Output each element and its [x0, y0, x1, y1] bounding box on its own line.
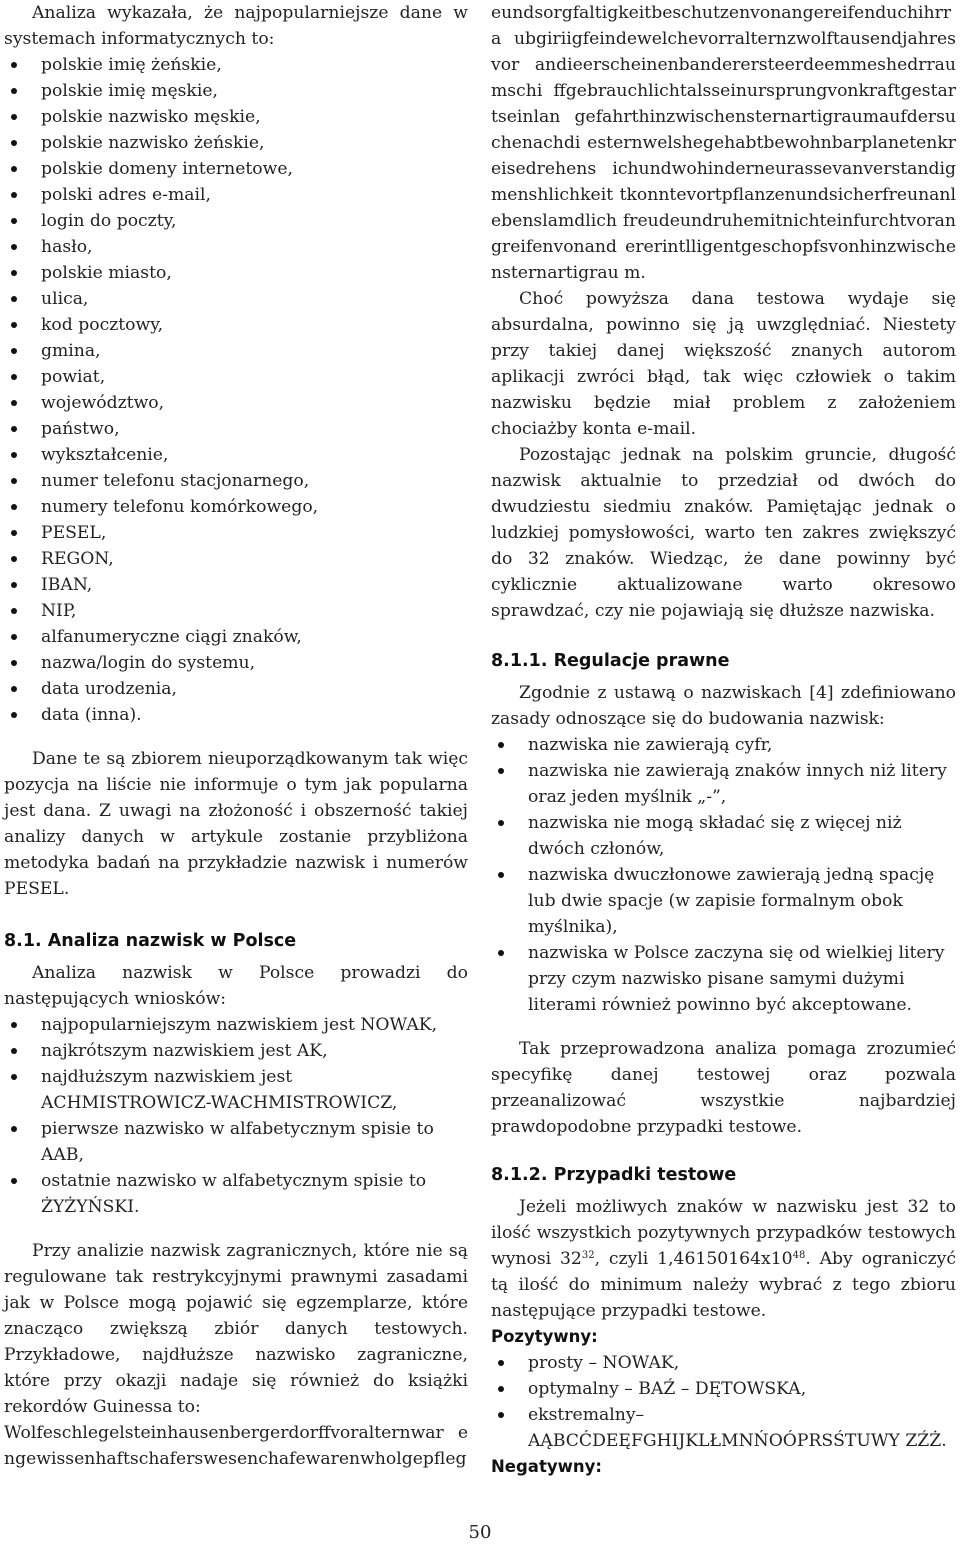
list-item: ostatnie nazwisko w alfabetycznym spisie to ŻYŻYŃSKI.: [41, 1168, 468, 1220]
absurd-paragraph: Choć powyższa dana testowa wydaje się absurdalna, powinno się ją uwzględniać. Niestety przy takiej danej większość znanych autorom aplikacji zwróci błąd, tak więc człowiek o takim nazwisku będzie miał problem z założeniem chociażby konta e-mail.: [491, 289, 956, 439]
list-item: prosty – NOWAK,: [528, 1350, 956, 1376]
list-item: polskie miasto,: [41, 260, 468, 286]
list-item: polskie nazwisko męskie,: [41, 104, 468, 130]
list-item: nazwiska nie zawierają znaków innych niż litery oraz jeden myślnik „-”,: [528, 758, 956, 810]
intro-paragraph: Analiza wykazała, że najpopularniejsze dane w systemach informatycznych to:: [4, 3, 468, 49]
list-item: data urodzenia,: [41, 676, 468, 702]
rules-list: [491, 732, 956, 1018]
length-paragraph: Pozostając jednak na polskim gruncie, długość nazwisk aktualnie to przedział od dwóch do dwudziestu siedmiu znaków. Pamiętając jednak o ludzkiej pomysłowości, warto ten zakres zwiększyć do 32 znaków. Wiedząc, że dane powinny być cyklicznie aktualizowane warto okresowo sprawdzać, czy nie pojawiają się dłuższe nazwiska.: [491, 445, 956, 621]
list-item: najkrótszym nazwiskiem jest AK,: [41, 1038, 468, 1064]
list-item: gmina,: [41, 338, 468, 364]
list-item: PESEL,: [41, 520, 468, 546]
cases-superscript-2: 48: [792, 1250, 806, 1261]
list-item: REGON,: [41, 546, 468, 572]
list-item: polski adres e-mail,: [41, 182, 468, 208]
regulations-heading: 8.1.1. Regulacje prawne: [491, 651, 730, 671]
list-item: numer telefonu stacjonarnego,: [41, 468, 468, 494]
list-item: powiat,: [41, 364, 468, 390]
long-name-part1: Wolfeschlegelsteinhausenbergerdorffvoralternwar engewissenhaftschaferswesenchafewarenwholgepfleg: [4, 1423, 468, 1469]
long-name-part2: eundsorgfaltigkeitbeschutzenvonangereifenduchihrra ubgiriigfeindewelchevorralternzwolftausendjahresvor andieerscheinenbanderersteerdeemmeshedrraumschi ffgebrauchlichtalsseinursprungvonkraftgestartseinlan gefahrthinzwischensternartigraumaufdersuchenachdi esternwelshegehabtbewohnbarplanetenkreisedrehens ichundwohinderneurassevanverstandigmenshlichkeit tkonntevortpflanzenundsicherfreunanlebenslamdlich freudeundruhemitnichteinfurchtvorangreifenvonand ererintlligentgeschopfsvonhinzwischensternartigrau m.: [491, 3, 956, 283]
list-item: województwo,: [41, 390, 468, 416]
list-item: NIP,: [41, 598, 468, 624]
positive-cases-list: [491, 1350, 956, 1454]
cases-text-pre: Jeżeli możliwych znaków w nazwisku jest 32 to ilość wszystkich pozytywnych przypadków testowych wynosi 32: [491, 1197, 956, 1269]
list-item: najdłuższym nazwiskiem jest ACHMISTROWICZ-WACHMISTROWICZ,: [41, 1064, 468, 1116]
list-item: polskie imię męskie,: [41, 78, 468, 104]
negative-label: Negatywny:: [491, 1457, 602, 1476]
list-item: kod pocztowy,: [41, 312, 468, 338]
list-item: nazwiska nie zawierają cyfr,: [528, 732, 956, 758]
positive-label: Pozytywny:: [491, 1327, 598, 1346]
list-item: IBAN,: [41, 572, 468, 598]
cases-superscript-1: 32: [581, 1250, 595, 1261]
foreign-names-paragraph: Przy analizie nazwisk zagranicznych, które nie są regulowane tak restrykcyjnymi prawnymi zasadami jak w Polsce mogą pojawić się egzemplarze, które znacząco zwiększą zbiór danych testowych. Przykładowe, najdłuższe nazwisko zagraniczne, które przy okazji nadaje się również do książki rekordów Guinessa to:: [4, 1241, 468, 1417]
right-column: [491, 0, 956, 1480]
list-item: data (inna).: [41, 702, 468, 728]
list-item: ekstremalny– AĄBCĆDEĘFGHIJKLŁMNŃOÓPRSŚTUWY ZŹŻ.: [528, 1402, 956, 1454]
analysis-paragraph: Tak przeprowadzona analiza pomaga zrozumieć specyfikę danej testowej oraz pozwala przeanalizować wszystkie najbardziej prawdopodobne przypadki testowe.: [491, 1039, 956, 1137]
list-item: nazwiska dwuczłonowe zawierają jedną spację lub dwie spacje (w zapisie formalnym obok myślnika),: [528, 862, 956, 940]
list-item: polskie nazwisko żeńskie,: [41, 130, 468, 156]
test-cases-paragraph: [491, 1194, 956, 1324]
test-cases-heading: 8.1.2. Przypadki testowe: [491, 1165, 737, 1185]
findings-list: [4, 1012, 468, 1220]
list-item: wykształcenie,: [41, 442, 468, 468]
list-item: hasło,: [41, 234, 468, 260]
regulations-intro: Zgodnie z ustawą o nazwiskach [4] zdefiniowano zasady odnoszące się do budowania nazwisk:: [491, 683, 956, 729]
section-intro: Analiza nazwisk w Polsce prowadzi do następujących wniosków:: [4, 963, 468, 1009]
list-item: polskie imię żeńskie,: [41, 52, 468, 78]
list-item: państwo,: [41, 416, 468, 442]
cases-text-post: . Aby ograniczyć tą ilość do minimum należy wybrać z tego zbioru następujące przypadki testowe.: [491, 1249, 956, 1321]
list-item: pierwsze nazwisko w alfabetycznym spisie to AAB,: [41, 1116, 468, 1168]
list-item: nazwiska w Polsce zaczyna się od wielkiej litery przy czym nazwisko pisane samymi dużymi literami również powinno być akceptowane.: [528, 940, 956, 1018]
list-item: numery telefonu komórkowego,: [41, 494, 468, 520]
list-item: alfanumeryczne ciągi znaków,: [41, 624, 468, 650]
popular-data-list: [4, 52, 468, 728]
list-item: nazwiska nie mogą składać się z więcej niż dwóch członów,: [528, 810, 956, 862]
list-item: login do poczty,: [41, 208, 468, 234]
list-item: nazwa/login do systemu,: [41, 650, 468, 676]
list-item: najpopularniejszym nazwiskiem jest NOWAK,: [41, 1012, 468, 1038]
cases-text-mid: , czyli 1,46150164x10: [594, 1249, 793, 1269]
unordered-paragraph: Dane te są zbiorem nieuporządkowanym tak więc pozycja na liście nie informuje o tym jak popularna jest dana. Z uwagi na złożoność i obszerność takiej analizy danych w artykule zostanie przybliżona metodyka badań na przykładzie nazwisk i numerów PESEL.: [4, 749, 468, 899]
list-item: optymalny – BAŹ – DĘTOWSKA,: [528, 1376, 956, 1402]
left-column: [4, 0, 468, 1472]
page-number: 50: [468, 1522, 492, 1543]
list-item: ulica,: [41, 286, 468, 312]
list-item: polskie domeny internetowe,: [41, 156, 468, 182]
section-heading: 8.1. Analiza nazwisk w Polsce: [4, 931, 297, 951]
